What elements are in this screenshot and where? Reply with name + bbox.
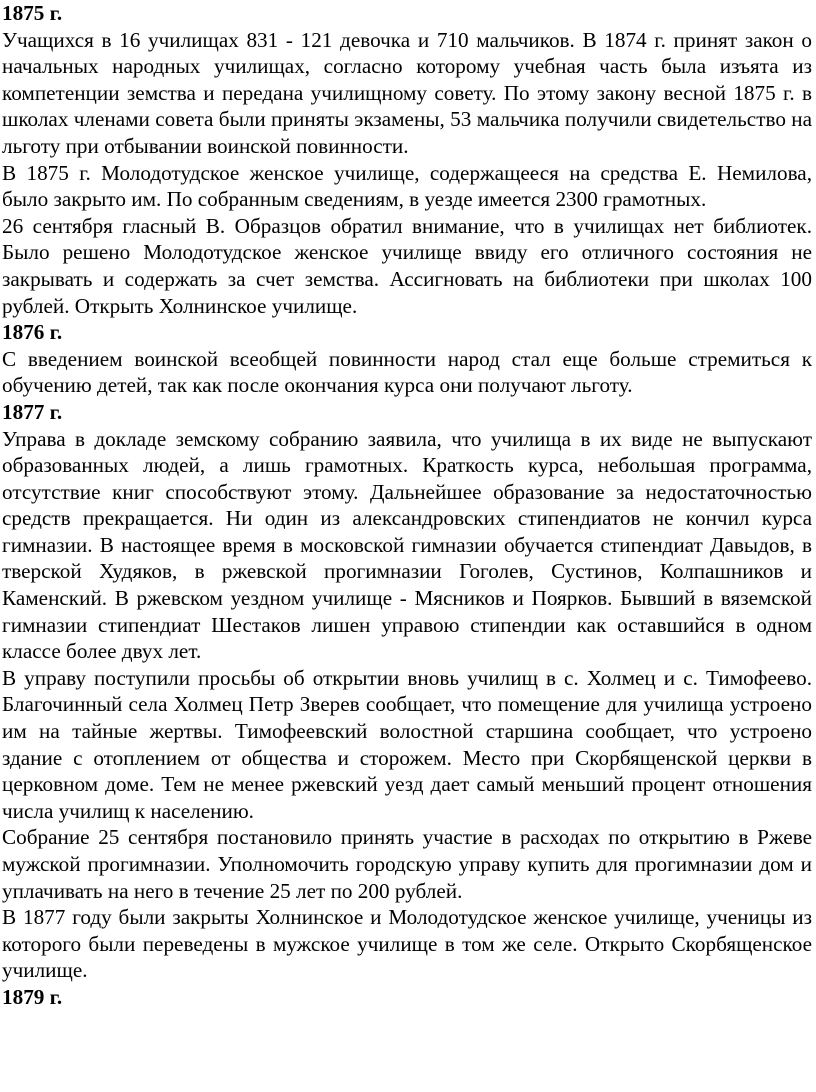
paragraph: 26 сентября гласный В. Образцов обратил внимание, что в училищах нет библиотек. Было решено Молодотудское женское училище ввиду его отличного состояния не закрывать и содержать за счет земства. Ассигновать на библиотеки при школах 100 рублей. Открыть Холнинское училище. [2, 213, 812, 318]
section-heading-1877: 1877 г. [2, 399, 63, 424]
paragraph: В 1875 г. Молодотудское женское училище, содержащееся на средства Е. Немилова, было закрыто им. По собранным сведениям, в уезде имеется 2300 грамотных. [2, 160, 812, 212]
paragraph: Собрание 25 сентября постановило принять участие в расходах по открытию в Ржеве мужской прогимназии. Уполномочить городскую управу купить для прогимназии дом и уплачивать на него в течение 25 лет по 200 рублей. [2, 825, 812, 903]
paragraph: В 1877 году были закрыты Холнинское и Молодотудское женское училище, ученицы из которого были переведены в мужское училище в том же селе. Открыто Скорбященское училище. [2, 905, 812, 983]
paragraph: Учащихся в 16 училищах 831 - 121 девочка и 710 мальчиков. В 1874 г. принят закон о начальных народных училищах, согласно которому учебная часть была изъята из компетенции земства и передана училищному совету. По этому закону весной 1875 г. в школах членами совета были приняты экзамены, 53 мальчика получили свидетельство на льготу при отбывании воинской повинности. [2, 27, 812, 158]
section-heading-1879: 1879 г. [2, 984, 63, 1009]
paragraph: В управу поступили просьбы об открытии вновь училищ в с. Холмец и с. Тимофеево. Благочинный села Холмец Петр Зверев сообщает, что помещение для училища устроено им на тайные жертвы. Тимофеевский волостной старшина сообщает, что устроено здание с отоплением от общества и сторожем. Место при Скорбященской церкви в церковном доме. Тем не менее ржевский уезд дает самый меньший процент отношения числа училищ к населению. [2, 665, 812, 823]
section-heading-1876: 1876 г. [2, 320, 63, 345]
paragraph: С введением воинской всеобщей повинности народ стал еще больше стремиться к обучению детей, так как после окончания курса они получают льготу. [2, 346, 812, 398]
section-heading-1875: 1875 г. [2, 1, 63, 25]
paragraph: Управа в докладе земскому собранию заявила, что училища в их виде не выпускают образованных людей, а лишь грамотных. Краткость курса, небольшая программа, отсутствие книг способствуют этому. Дальнейшее образование за недостаточностью средств прекращается. Ни один из александровских стипендиатов не кончил курса гимназии. В настоящее время в московской гимназии обучается стипендиат Давыдов, в тверской Худяков, в ржевской прогимназии Гоголев, Сустинов, Колпашников и Каменский. В ржевском уездном училище - Мясников и Поярков. Бывший в вяземской гимназии стипендиат Шестаков лишен управою стипендии как оставшийся в одном классе более двух лет. [2, 426, 812, 664]
